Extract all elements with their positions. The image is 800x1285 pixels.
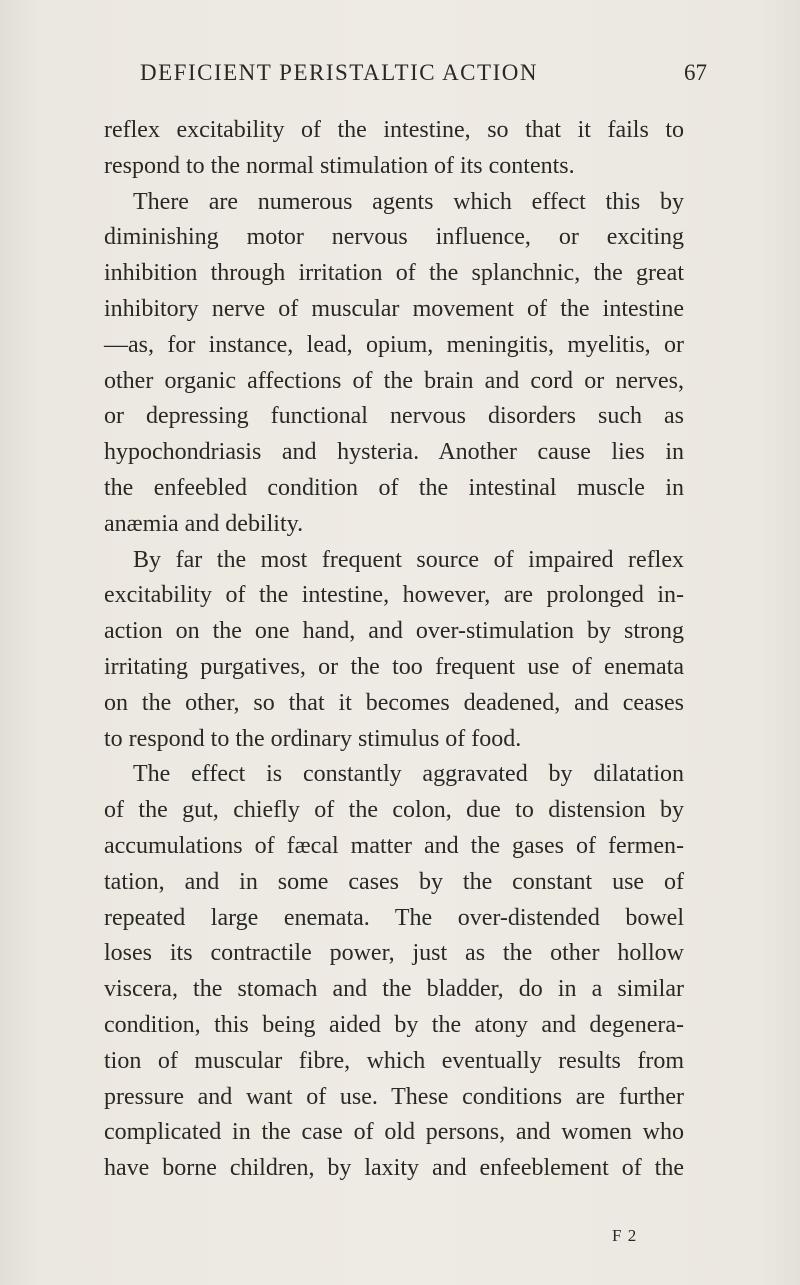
body-text	[104, 113, 684, 1187]
text-line: respond to the normal stimulation of its contents.	[104, 152, 575, 179]
text-line: of the gut, chiefly of the colon, due to distension by	[104, 797, 684, 824]
running-title: DEFICIENT PERISTALTIC ACTION	[140, 60, 538, 85]
text-line: on the other, so that it becomes deadened, and ceases	[104, 689, 684, 716]
text-line: tion of muscular fibre, which eventually results from	[104, 1047, 684, 1074]
text-line: irritating purgatives, or the too frequent use of enemata	[104, 653, 684, 680]
text-line: The effect is constantly aggravated by dilatation	[133, 761, 684, 788]
text-line: —as, for instance, lead, opium, meningitis, myelitis, or	[104, 331, 684, 358]
text-line: hypochondriasis and hysteria. Another cause lies in	[104, 439, 684, 466]
text-line: accumulations of fæcal matter and the gases of fermen-	[104, 832, 684, 859]
text-line: complicated in the case of old persons, and women who	[104, 1119, 684, 1146]
text-line: or depressing functional nervous disorders such as	[104, 403, 684, 430]
text-line: viscera, the stomach and the bladder, do in a similar	[104, 976, 684, 1003]
text-line: pressure and want of use. These conditions are further	[104, 1083, 684, 1110]
text-line: excitability of the intestine, however, are prolonged in-	[104, 582, 684, 609]
text-line: reflex excitability of the intestine, so that it fails to	[104, 117, 684, 143]
text-line: other organic affections of the brain and cord or nerves,	[104, 367, 684, 394]
text-line: inhibition through irritation of the splanchnic, the great	[104, 260, 684, 287]
text-line: There are numerous agents which effect this by	[133, 188, 684, 215]
text-line: tation, and in some cases by the constant use of	[104, 868, 684, 895]
text-line: inhibitory nerve of muscular movement of the intestine	[104, 295, 684, 322]
text-line: diminishing motor nervous influence, or exciting	[104, 224, 684, 251]
text-line: have borne children, by laxity and enfeeblement of the	[104, 1155, 684, 1182]
signature-mark: F 2	[612, 1226, 638, 1245]
text-line: the enfeebled condition of the intestinal muscle in	[104, 474, 684, 501]
page-number: 67	[684, 60, 707, 85]
text-line: condition, this being aided by the atony and degenera-	[104, 1011, 684, 1038]
text-line: anæmia and debility.	[104, 510, 304, 537]
text-line: action on the one hand, and over-stimulation by strong	[104, 618, 684, 645]
running-head	[0, 60, 800, 100]
text-line: By far the most frequent source of impaired reflex	[133, 546, 684, 573]
text-line: repeated large enemata. The over-distended bowel	[104, 904, 684, 931]
text-line: loses its contractile power, just as the other hollow	[104, 940, 684, 967]
text-line: to respond to the ordinary stimulus of food.	[104, 725, 522, 752]
